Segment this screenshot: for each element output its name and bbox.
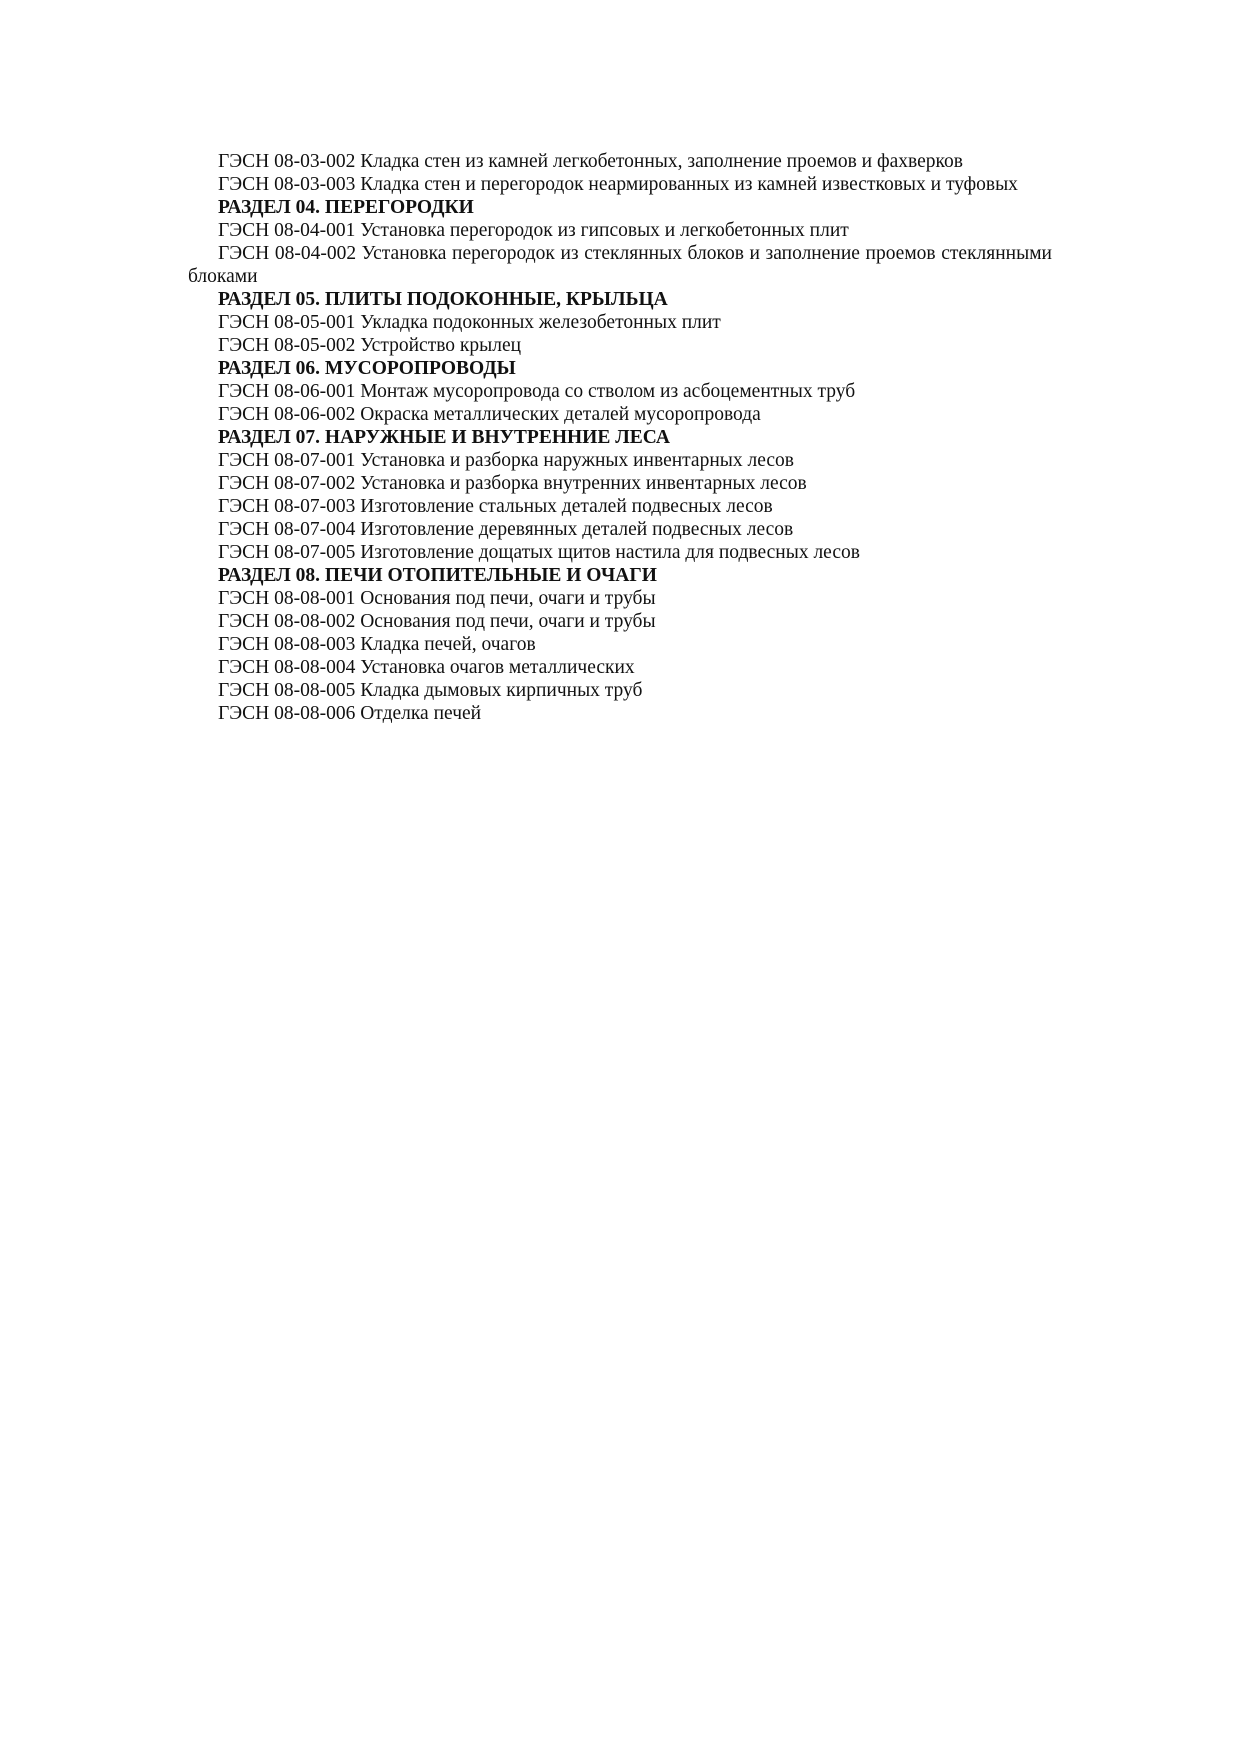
list-item: ГЭСН 08-07-005 Изготовление дощатых щитов настила для подвесных лесов [218,542,860,563]
list-item: ГЭСН 08-05-001 Укладка подоконных железобетонных плит [218,312,721,333]
list-item: ГЭСН 08-04-001 Установка перегородок из гипсовых и легкобетонных плит [218,220,849,241]
list-item: ГЭСН 08-06-002 Окраска металлических деталей мусоропровода [218,404,761,425]
section-heading: РАЗДЕЛ 05. ПЛИТЫ ПОДОКОННЫЕ, КРЫЛЬЦА [218,289,668,310]
list-item: ГЭСН 08-07-001 Установка и разборка наружных инвентарных лесов [218,450,794,471]
list-item: ГЭСН 08-03-003 Кладка стен и перегородок неармированных из камней известковых и туфовых [218,174,1018,195]
document-page [188,150,1052,725]
list-item: ГЭСН 08-07-004 Изготовление деревянных деталей подвесных лесов [218,519,794,540]
list-item: ГЭСН 08-08-005 Кладка дымовых кирпичных труб [218,680,643,701]
list-item: ГЭСН 08-04-002 Установка перегородок из стеклянных блоков и заполнение проемов стеклянными блоками [188,243,1052,287]
list-item: ГЭСН 08-08-003 Кладка печей, очагов [218,634,536,655]
section-heading: РАЗДЕЛ 08. ПЕЧИ ОТОПИТЕЛЬНЫЕ И ОЧАГИ [218,565,657,586]
list-item: ГЭСН 08-06-001 Монтаж мусоропровода со стволом из асбоцементных труб [218,381,856,402]
section-heading: РАЗДЕЛ 04. ПЕРЕГОРОДКИ [218,197,474,218]
section-heading: РАЗДЕЛ 06. МУСОРОПРОВОДЫ [218,358,516,379]
section-heading: РАЗДЕЛ 07. НАРУЖНЫЕ И ВНУТРЕННИЕ ЛЕСА [218,427,670,448]
list-item: ГЭСН 08-07-003 Изготовление стальных деталей подвесных лесов [218,496,773,517]
list-item: ГЭСН 08-08-001 Основания под печи, очаги и трубы [218,588,656,609]
list-item: ГЭСН 08-03-002 Кладка стен из камней легкобетонных, заполнение проемов и фахверков [218,151,963,172]
list-item: ГЭСН 08-08-004 Установка очагов металлических [218,657,635,678]
list-item: ГЭСН 08-05-002 Устройство крылец [218,335,522,356]
list-item: ГЭСН 08-08-006 Отделка печей [218,703,482,724]
list-item: ГЭСН 08-08-002 Основания под печи, очаги и трубы [218,611,656,632]
list-item: ГЭСН 08-07-002 Установка и разборка внутренних инвентарных лесов [218,473,807,494]
